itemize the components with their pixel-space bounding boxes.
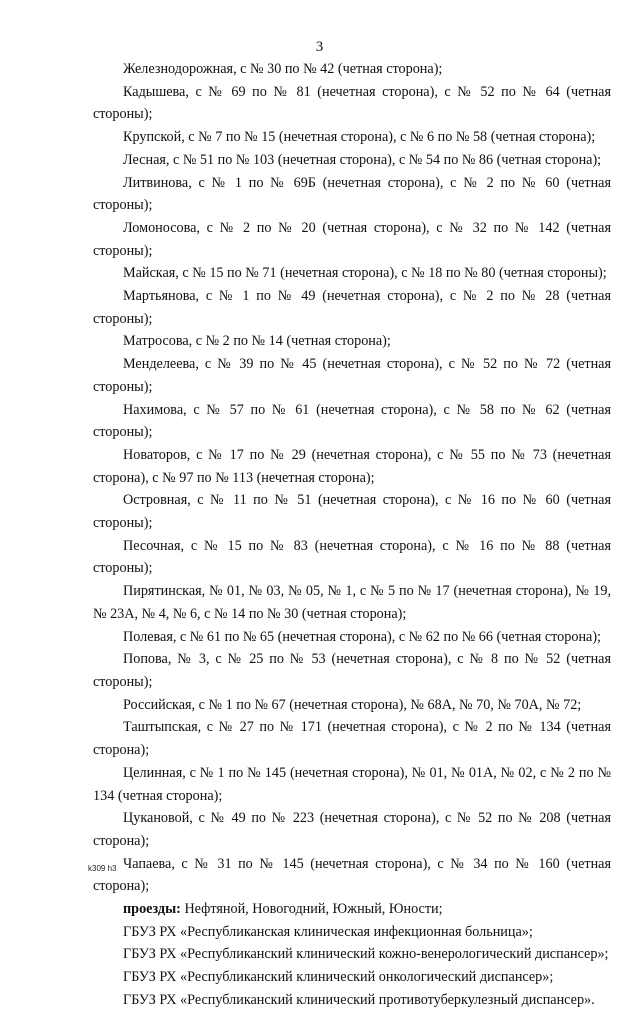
- street-entry: [93, 444, 611, 489]
- street-entry: [93, 762, 611, 807]
- entry-text: Таштыпская, с № 27 по № 171 (нечетная сторона), с № 2 по № 134 (четная сторона);: [93, 719, 611, 759]
- entry-text: Крупской, с № 7 по № 15 (нечетная сторона), с № 6 по № 58 (четная сторона);: [123, 129, 596, 146]
- street-entry: [93, 716, 611, 761]
- street-entry: [93, 399, 611, 444]
- entry-text: Островная, с № 11 по № 51 (нечетная сторона), с № 16 по № 60 (четная стороны);: [93, 492, 611, 532]
- entry-text: Новаторов, с № 17 по № 29 (нечетная сторона), с № 55 по № 73 (нечетная сторона), с № 97 по № 113 (нечетная сторона);: [93, 446, 611, 486]
- street-list: [93, 58, 611, 1012]
- street-entry: [93, 330, 611, 353]
- entry-text: Российская, с № 1 по № 67 (нечетная сторона), № 68А, № 70, № 70А, № 72;: [123, 696, 582, 713]
- institution-entry: [93, 943, 611, 966]
- entry-text: Целинная, с № 1 по № 145 (нечетная сторона), № 01, № 01А, № 02, с № 2 по № 134 (четная сторона);: [93, 764, 611, 804]
- entry-text: Нахимова, с № 57 по № 61 (нечетная сторона), с № 58 по № 62 (четная стороны);: [93, 401, 611, 441]
- street-entry: [93, 489, 611, 534]
- entry-text: Железнодорожная, с № 30 по № 42 (четная сторона);: [123, 61, 443, 77]
- passages-label: проезды:: [123, 901, 181, 918]
- entry-text: Менделеева, с № 39 по № 45 (нечетная сторона), с № 52 по № 72 (четная стороны);: [93, 356, 611, 395]
- entry-text: Ломоносова, с № 2 по № 20 (четная сторона), с № 32 по № 142 (четная стороны);: [93, 219, 611, 259]
- entry-text: ГБУЗ РХ «Республиканский клинический противотуберкулезный диспансер».: [123, 991, 595, 1008]
- passages-entry: [93, 898, 611, 921]
- entry-text: Матросова, с № 2 по № 14 (четная сторона);: [123, 333, 391, 350]
- street-entry: [93, 172, 611, 217]
- entry-text: Пирятинская, № 01, № 03, № 05, № 1, с № 5 по № 17 (нечетная сторона), № 19, № 23А, № 4, № 6, с № 14 по № 30 (четная сторона);: [93, 583, 611, 622]
- institution-entry: [93, 921, 611, 944]
- street-entry: [93, 58, 611, 81]
- street-entry: [93, 149, 611, 172]
- entry-text: Цукановой, с № 49 по № 223 (нечетная сторона), с № 52 по № 208 (четная сторона);: [93, 810, 611, 849]
- street-entry: [93, 353, 611, 398]
- street-entry: [93, 535, 611, 580]
- entry-text: Чапаева, с № 31 по № 145 (нечетная сторона), с № 34 по № 160 (четная сторона);: [93, 855, 611, 895]
- entry-text: ГБУЗ РХ «Республиканская клиническая инфекционная больница»;: [123, 923, 533, 940]
- street-entry: [93, 626, 611, 649]
- entry-text: Попова, № 3, с № 25 по № 53 (нечетная сторона), с № 8 по № 52 (четная стороны);: [93, 651, 611, 690]
- page-number: 3: [315, 39, 324, 55]
- institution-entry: [93, 989, 611, 1012]
- street-entry: [93, 126, 611, 149]
- street-entry: [93, 694, 611, 717]
- entry-text: ГБУЗ РХ «Республиканский клинический онкологический диспансер»;: [123, 969, 554, 986]
- street-entry: [93, 580, 611, 625]
- street-entry: [93, 81, 611, 126]
- entry-text: Мартьянова, с № 1 по № 49 (нечетная сторона), с № 2 по № 28 (четная стороны);: [93, 288, 611, 327]
- entry-text: Кадышева, с № 69 по № 81 (нечетная сторона), с № 52 по № 64 (четная стороны);: [93, 83, 611, 123]
- street-entry: [93, 285, 611, 330]
- entry-text: Майская, с № 15 по № 71 (нечетная сторона), с № 18 по № 80 (четная стороны);: [123, 265, 607, 282]
- institution-entry: [93, 966, 611, 989]
- street-entry: [93, 217, 611, 262]
- entry-text: Нефтяной, Новогодний, Южный, Юности;: [180, 901, 443, 918]
- street-entry: [93, 807, 611, 852]
- entry-text: Полевая, с № 61 по № 65 (нечетная сторона), с № 62 по № 66 (четная сторона);: [123, 628, 602, 645]
- entry-text: Песочная, с № 15 по № 83 (нечетная сторона), с № 16 по № 88 (четная стороны);: [93, 537, 611, 577]
- street-entry: [93, 262, 611, 285]
- street-entry: [93, 853, 611, 898]
- entry-text: ГБУЗ РХ «Республиканский клинический кожно-венерологический диспансер»;: [123, 946, 609, 963]
- entry-text: Лесная, с № 51 по № 103 (нечетная сторона), с № 54 по № 86 (четная сторона);: [123, 151, 602, 168]
- document-code: k309 h3: [88, 864, 117, 873]
- street-entry: [93, 648, 611, 693]
- entry-text: Литвинова, с № 1 по № 69Б (нечетная сторона), с № 2 по № 60 (четная стороны);: [93, 174, 611, 214]
